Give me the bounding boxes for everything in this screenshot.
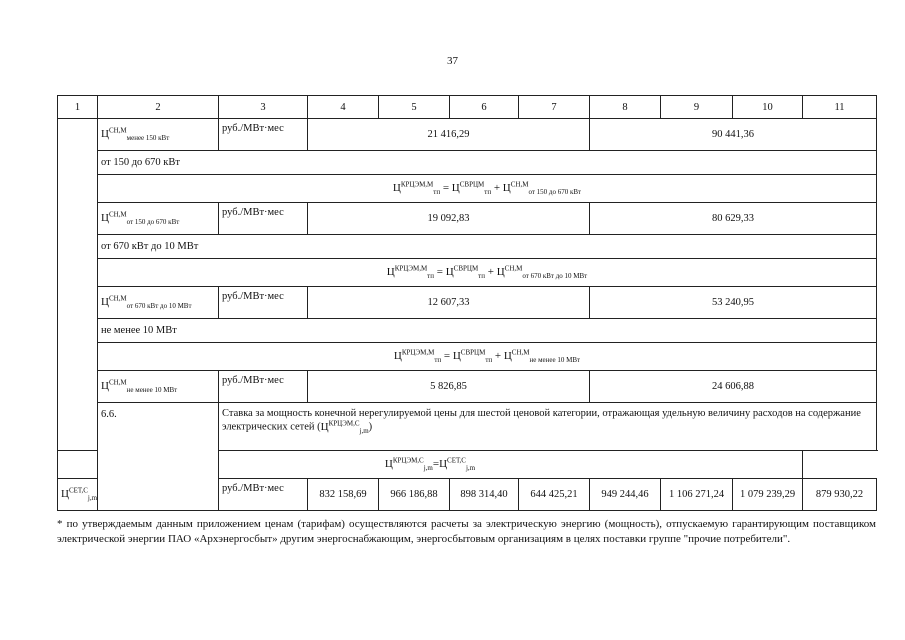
value-cell: 644 425,21 (519, 479, 590, 511)
formula: $Ц^{КРЦЭМ,М}_{тп} = Ц^{СВРЦМ}_{тп} + Ц^{СН,М}_{не менее 10 МВт}$ (98, 343, 877, 371)
group-label: не менее 10 МВт (98, 319, 877, 343)
value-cell: 832 158,69 (308, 479, 379, 511)
value-cell: 80 629,33 (590, 203, 877, 235)
table-row (58, 119, 877, 151)
value-cell: 5 826,85 (308, 371, 590, 403)
value-cell: 24 606,88 (590, 371, 877, 403)
header-cell: 1 (58, 96, 98, 119)
header-cell: 7 (519, 96, 590, 119)
table-row (58, 371, 877, 403)
tariff-symbol: $Ц^{СЕТ,С}_{j,m}$ (58, 479, 98, 511)
value-cell: 19 092,83 (308, 203, 590, 235)
table-row (58, 403, 877, 451)
header-cell: 10 (733, 96, 803, 119)
group-label: от 670 кВт до 10 МВт (98, 235, 877, 259)
header-cell: 11 (803, 96, 877, 119)
footnote: * по утверждаемым данным приложением ценам (тарифам) осуществляются расчеты за электрическую энергию (мощность), отпускаемую гарантирующим поставщиком электрической энергии ПАО «Архэнергосбыт» другим энергоснабжающим, энергосбытовым организациям в целях поставки группе "прочие потребители". (57, 518, 876, 545)
section-description: Ставка за мощность конечной нерегулируемой цены для шестой ценовой категории, отражающая удельную величину расходов на содержание электрических сетей $(Ц^{КРЦЭМ,С}_{j,m})$ (219, 403, 877, 451)
value-cell: 90 441,36 (590, 119, 877, 151)
value-cell: 1 079 239,29 (733, 479, 803, 511)
table-row (58, 343, 877, 371)
tariff-symbol: $Ц^{СН,М}_{не менее 10 МВт}$ (98, 371, 219, 403)
page-number: 37 (447, 55, 458, 67)
value-cell: 21 416,29 (308, 119, 590, 151)
tariff-symbol: $Ц^{СН,М}_{от 670 кВт до 10 МВт}$ (98, 287, 219, 319)
unit-cell: руб./МВт·мес (219, 371, 308, 403)
header-cell: 8 (590, 96, 661, 119)
group-label: от 150 до 670 кВт (98, 151, 877, 175)
unit-cell: руб./МВт·мес (219, 479, 308, 511)
value-cell: 879 930,22 (803, 479, 877, 511)
formula: $Ц^{КРЦЭМ,М}_{тп} = Ц^{СВРЦМ}_{тп} + Ц^{СН,М}_{от 150 до 670 кВт}$ (98, 175, 877, 203)
section-number: 6.6. (98, 403, 219, 511)
header-cell: 6 (450, 96, 519, 119)
tariff-symbol: $Ц^{СН,М}_{менее 150 кВт}$ (98, 119, 219, 151)
header-cell: 2 (98, 96, 219, 119)
unit-cell: руб./МВт·мес (219, 203, 308, 235)
tariff-table (57, 95, 877, 511)
tariff-symbol: $Ц^{СН,М}_{от 150 до 670 кВт}$ (98, 203, 219, 235)
table-row (58, 151, 877, 175)
formula: $Ц^{КРЦЭМ,С}_{j,m}=Ц^{СЕТ,С}_{j,m}$ (58, 451, 803, 479)
table-row (58, 175, 877, 203)
table-row (58, 451, 877, 479)
value-cell: 53 240,95 (590, 287, 877, 319)
table-row (58, 287, 877, 319)
unit-cell: руб./МВт·мес (219, 119, 308, 151)
value-cell: 1 106 271,24 (661, 479, 733, 511)
empty-number-cell (58, 119, 98, 451)
value-cell: 898 314,40 (450, 479, 519, 511)
header-cell: 5 (379, 96, 450, 119)
value-cell: 949 244,46 (590, 479, 661, 511)
value-cell: 12 607,33 (308, 287, 590, 319)
table-row (58, 235, 877, 259)
value-cell: 966 186,88 (379, 479, 450, 511)
header-cell: 9 (661, 96, 733, 119)
header-row (58, 96, 877, 119)
header-cell: 3 (219, 96, 308, 119)
table-row (58, 203, 877, 235)
formula: $Ц^{КРЦЭМ,М}_{тп} = Ц^{СВРЦМ}_{тп} + Ц^{СН,М}_{от 670 кВт до 10 МВт}$ (98, 259, 877, 287)
table-row (58, 319, 877, 343)
table-row (58, 259, 877, 287)
unit-cell: руб./МВт·мес (219, 287, 308, 319)
header-cell: 4 (308, 96, 379, 119)
